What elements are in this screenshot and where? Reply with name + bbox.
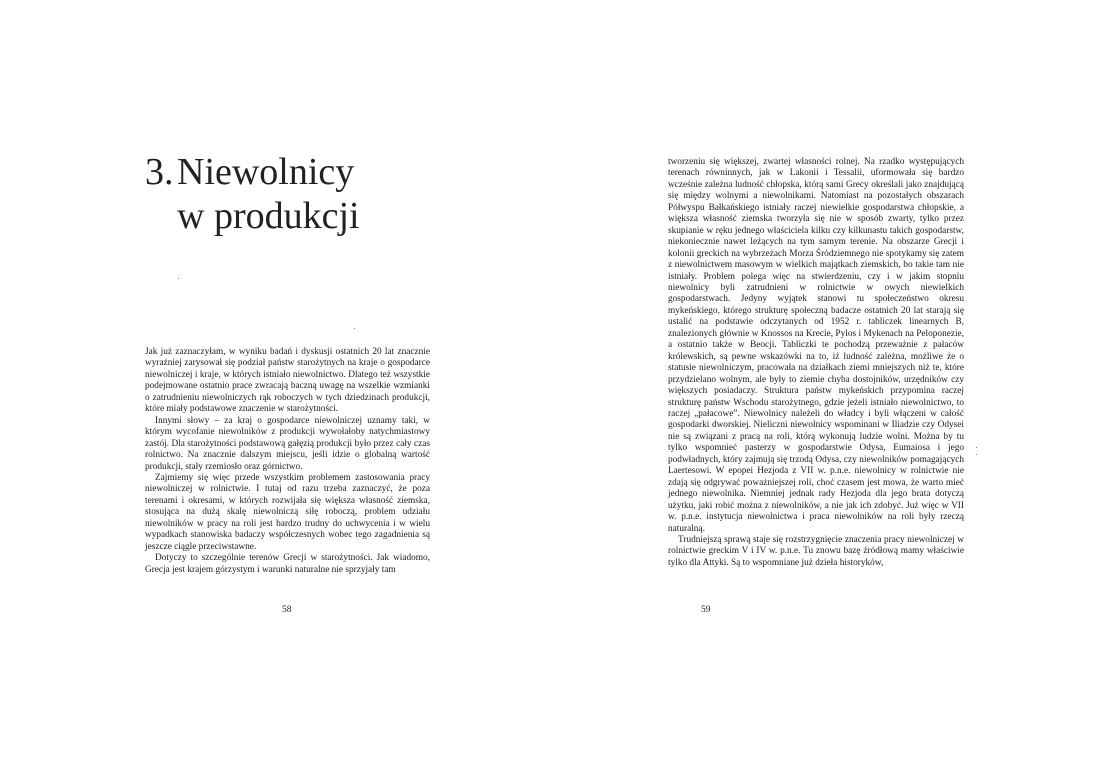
paragraph: tworzeniu się większej, zwartej własności rolnej. Na rzadko występujących terenach równinnych, jak w Lakonii i Tessalii, uformowała się bardzo wcześnie zależna ludność chłopska, którą sami Grecy określali jako znajdującą się między wolnymi a niewolnikami. Natomiast na pozostałych obszarach Półwyspu Bałkańskiego istniały raczej niewielkie gospodarstwa chłopskie, a większa własność ziemska tworzyła się nie w sposób zwarty, tylko przez skupianie w ręku jednego właściciela kilku czy kilkunastu takich gospodarstw, niekoniecznie nawet leżących na tym samym terenie. Na obszarze Grecji i kolonii greckich na wybrzeżach Morza Śródziemnego nie spotykamy się zatem z niewolnictwem masowym w wielkich majątkach ziemskich, bo takie tam nie istniały. Problem polega więc na stwierdzeniu, czy i w jakim stopniu niewolnicy byli zatrudnieni w rolnictwie w owych niewielkich gospodarstwach. Jedyny wyjątek stanowi tu społeczeństwo okresu mykeńskiego, którego strukturę społeczną badacze ostatnich 20 lat starają się ustalić na podstawie odczytanych od 1952 r. tabliczek linearnych B, znalezionych głównie w Knossos na Krecie, Pylos i Mykenach na Peloponezie, a ostatnio także w Beocji. Tabliczki te pochodzą przeważnie z pałaców królewskich, są pewne wskazówki na to, iż ludność zależna, możliwe że o statusie niewolniczym, pracowała na działkach ziemi mniejszych niż te, które przydzielano wolnym, ale były to ziemie chyba dostojników, urzędników czy większych posiadaczy. Struktura państw mykeńskich przypomina raczej strukturę państw Wschodu starożytnego, gdzie jeżeli istniało niewolnictwo, to raczej „pałacowe”. Niewolnicy należeli do władcy i byli włączeni w całość gospodarki dworskiej. Nieliczni niewolnicy wspominani w Iliadzie czy Odysei nie są związani z pracą na roli, którą wykonują ludzie wolni. Można by tu tylko wspomnieć pasterzy w gospodarstwie Odysa, Eumaiosa i jego podwładnych, który zajmują się trzodą Odysa, czy niewolników pomagających Laertesowi. W epopei Hezjoda z VII w. p.n.e. niewolnicy w rolnictwie nie zdają się odgrywać poważniejszej roli, choć czasem jest mowa, że warto mieć jednego niewolnika. Niemniej jednak rady Hezjoda dla jego brata dotyczą użytku, jaki robić można z niewolników, a nie jak ich zdobyć. Już więc w VII w. p.n.e. instytucja niewolnictwa i praca niewolników na roli były rzeczą naturalną.	[668, 157, 964, 534]
page-number-left: 58	[282, 605, 292, 615]
scan-speck	[976, 447, 977, 448]
chapter-title-line2: w produkcji	[177, 195, 360, 237]
left-body-text	[145, 347, 430, 576]
paragraph: Innymi słowy – za kraj o gospodarce niewolniczej uznamy taki, w którym wycofanie niewolników z produkcji wywołałoby natychmiastowy zastój. Dla starożytności podstawową gałęzią produkcji było przez cały czas rolnictwo. Na znacznie dalszym miejscu, jeśli idzie o globalną wartość produkcji, stały rzemiosło oraz górnictwo.	[145, 415, 430, 472]
paragraph: Jak już zaznaczyłam, w wyniku badań i dyskusji ostatnich 20 lat znacznie wyraźniej zarysował się podział państw starożytnych na kraje o gospodarce niewolniczej i kraje, w których istniało niewolnictwo. Dlatego też wszystkie podejmowane ostatnio prace zwracają baczną uwagę na wszelkie wzmianki o zatrudnieniu niewolniczych rąk roboczych w tych dziedzinach produkcji, które miały podstawowe znaczenie w starożytności.	[145, 347, 430, 415]
right-body-text	[668, 157, 964, 569]
page-number-right: 59	[701, 605, 711, 615]
scan-speck	[354, 328, 355, 329]
scan-speck	[178, 278, 179, 279]
paragraph: Dotyczy to szczególnie terenów Grecji w starożytności. Jak wiadomo, Grecja jest krajem górzystym i warunki naturalne nie sprzyjały tam	[145, 553, 430, 575]
chapter-title-line1: Niewolnicy	[177, 151, 355, 193]
right-page	[550, 0, 1100, 777]
chapter-number: 3.	[145, 151, 174, 193]
chapter-title	[145, 150, 445, 238]
paragraph: Trudniejszą sprawą staje się rozstrzygnięcie znaczenia pracy niewolniczej w rolnictwie greckim V i IV w. p.n.e. Tu znowu bazę źródłową mamy właściwie tylko dla Attyki. Są to wspomniane już dzieła historyków,	[668, 534, 964, 568]
scan-speck	[976, 454, 977, 455]
paragraph: Zajmiemy się więc przede wszystkim problemem zastosowania pracy niewolniczej w rolnictwie. I tutaj od razu trzeba zaznaczyć, że poza terenami i okresami, w których rozwijała się większa własność ziemska, stosująca na dużą skalę niewolniczą siłę roboczą, problem udziału niewolników w pracy na roli jest bardzo trudny do uchwycenia i w wielu wypadkach stanowiska badaczy współczesnych wobec tego zagadnienia są jeszcze ciągle przeciwstawne.	[145, 472, 430, 552]
